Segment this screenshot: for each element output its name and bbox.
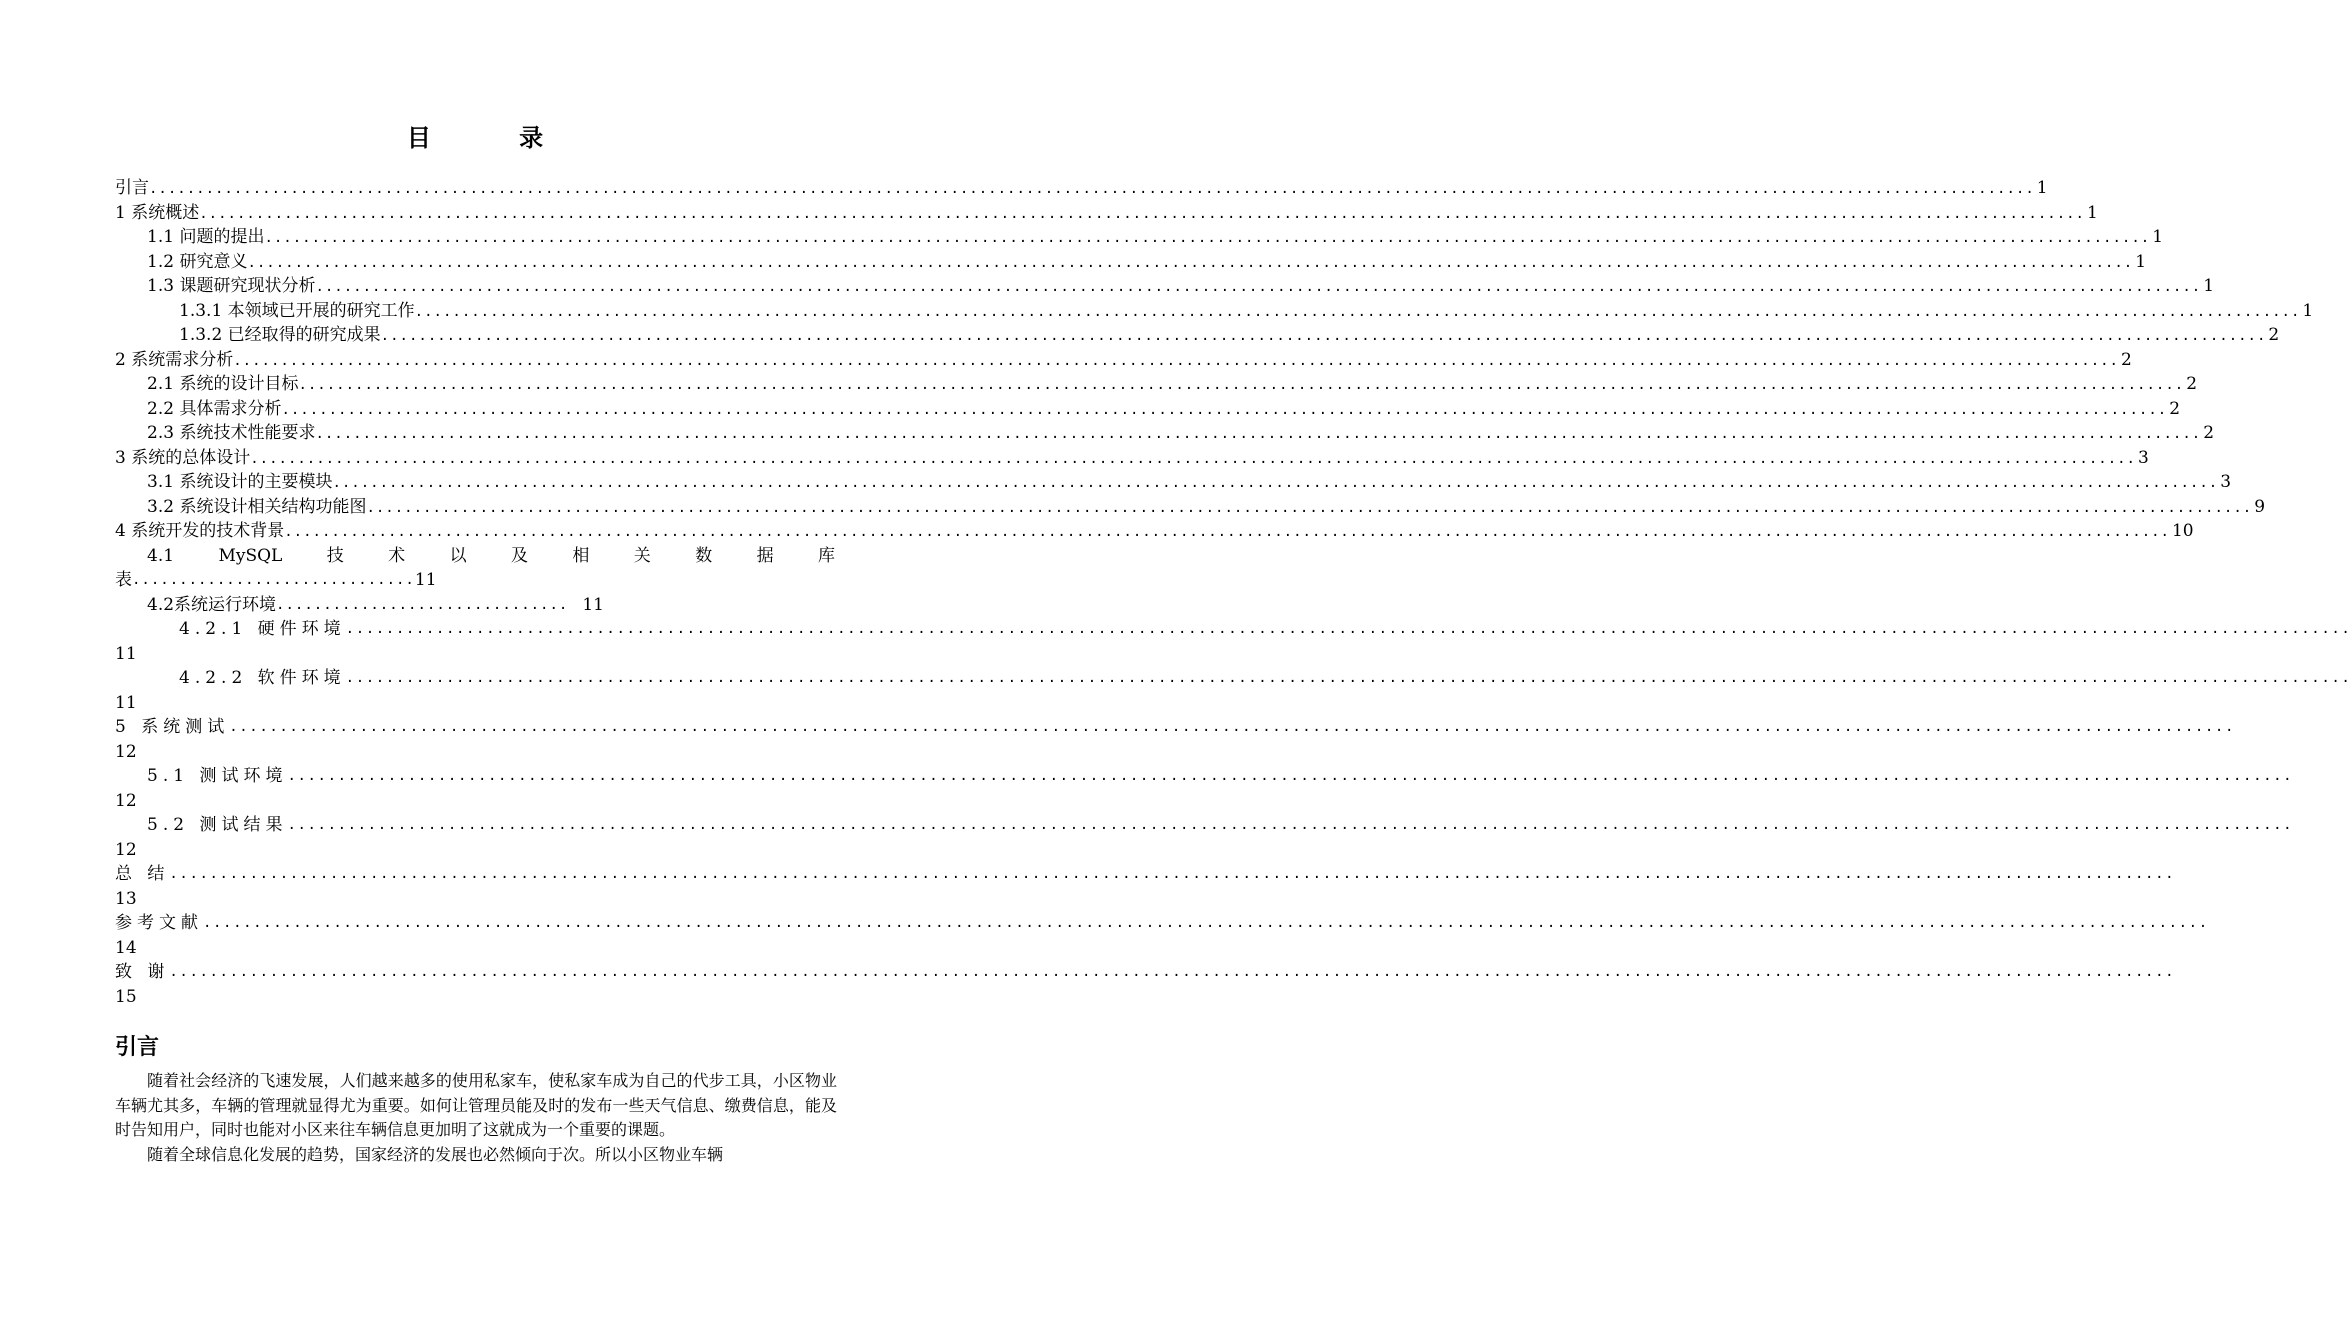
toc-entry[interactable] (115, 323, 2280, 348)
toc-entry[interactable] (115, 372, 2198, 397)
toc-entry[interactable] (115, 519, 2194, 544)
toc-leader: ........................................................................................................................................................................................................ (366, 499, 2253, 516)
toc-entry[interactable] (115, 225, 2164, 250)
toc-entry-label: 1.1 问题的提出 (147, 227, 265, 247)
toc-entry-page: 11 (115, 692, 137, 713)
toc-entry[interactable] (115, 715, 2235, 740)
toc-entry-page: 11 (582, 594, 604, 615)
toc-entry-label: 引言 (115, 178, 149, 198)
toc-leader: ........................................................................................................................................................................................................ (264, 230, 2151, 246)
toc-leader: ........................................................................................................................................................................................................ (332, 475, 2219, 491)
toc-entry-page: 1 (2135, 251, 2147, 272)
toc-entry-page: 2 (2268, 325, 2280, 345)
toc-entry-label: 参考文献 (115, 913, 203, 933)
toc-leader: ........................................................................................................................................................................................................ (287, 768, 2294, 784)
toc-entry[interactable] (115, 666, 2351, 691)
toc-entry[interactable] (115, 250, 2147, 275)
toc-leader: ........................................................................................................................................................................................................ (250, 450, 2136, 467)
toc-entry-page: 9 (2254, 496, 2266, 517)
toc-entry[interactable] (115, 960, 2176, 985)
toc-leader: ........................................................................................................................................................................................................ (345, 670, 2351, 686)
toc-leader: ........................................................................................................................................................................................................ (229, 719, 2235, 735)
toc-entry-word: 数 (695, 545, 713, 566)
toc-entry-label: 1.2 研究意义 (147, 251, 248, 272)
toc-leader: ........................................................................................................................................................................................................ (233, 352, 2119, 369)
body-text (115, 1069, 837, 1167)
toc-entry-label: 4.2.1 硬件环境 (179, 619, 346, 639)
toc-leader: ........................................................................................................................................................................................................ (345, 621, 2351, 637)
toc-entry-label: 2 系统需求分析 (115, 349, 234, 370)
toc-entry[interactable] (115, 421, 2215, 446)
toc-entry-label: 表 (115, 570, 132, 590)
toc-entry-word: MySQL (218, 545, 283, 566)
toc-entry-page: 1 (2152, 227, 2164, 247)
toc-entry-page: 2 (2169, 398, 2181, 419)
toc-entry-page: 12 (115, 741, 137, 762)
toc-entry-page: 11 (115, 643, 137, 664)
toc-leader: ........................................................................................................................................................................................................ (199, 205, 2085, 222)
toc-entry-page: 10 (2171, 521, 2194, 541)
toc-entry-page: 14 (115, 937, 137, 958)
toc-entry-label: 3.1 系统设计的主要模块 (147, 472, 333, 492)
toc-entry[interactable] (115, 176, 2048, 201)
toc-entry[interactable] (115, 470, 2232, 495)
toc-entry-label: 2.2 具体需求分析 (147, 398, 282, 419)
toc-entry[interactable] (115, 348, 2132, 373)
toc-title: 目 录 (406, 124, 584, 152)
toc-entry-4-2[interactable] (115, 593, 835, 618)
toc-entry-page: 1 (2036, 178, 2048, 198)
toc-leader: ........................................................................................................................................................................................................ (247, 254, 2134, 271)
toc-entry-page: 15 (115, 986, 137, 1007)
toc-entry-word: 关 (633, 545, 651, 566)
toc-entry-page: 1 (2203, 276, 2215, 296)
toc-entry-label: 1.3.2 已经取得的研究成果 (179, 325, 381, 345)
toc-leader: ........................................................................................................................................................................................................ (414, 303, 2301, 320)
toc-leader: ........................................................................................................................................................................................................ (315, 426, 2202, 442)
toc-entry-label: 5.2 测试结果 (147, 815, 288, 835)
toc-entry-word: 据 (756, 545, 774, 566)
toc-entry-word: 4.1 (147, 545, 175, 566)
paragraph: 随着全球信息化发展的趋势，国家经济的发展也必然倾向于次。所以小区物业车辆 (147, 1144, 724, 1164)
paragraph: 随着社会经济的飞速发展，人们越来越多的使用私家车，使私家车成为自己的代步工具，小区物业车辆尤其多，车辆的管理就显得尤为重要。如何让管理员能及时的发布一些天气信息、缴费信息，能及时告知用户，同时也能对小区来往车辆信息更加明了这就成为一个重要的课题。 (115, 1071, 837, 1139)
toc-leader: ........................................................................................................................................................................................................ (380, 328, 2267, 344)
toc-entry-label: 2.1 系统的设计目标 (147, 374, 299, 394)
toc-entry-page: 1 (2086, 202, 2098, 223)
toc-entry-label: 4 系统开发的技术背景 (115, 521, 285, 541)
toc-entry-label: 1 系统概述 (115, 202, 200, 223)
toc-entry[interactable] (115, 201, 2098, 226)
toc-leader: ........................................................................................................................................................................................................ (169, 866, 2176, 882)
toc-entry-label: 1.3.1 本领域已开展的研究工作 (179, 300, 415, 321)
toc-entry[interactable] (115, 862, 2176, 887)
toc-entry[interactable] (115, 617, 2351, 642)
toc-entry-page: 3 (2220, 472, 2232, 492)
toc-leader: ........................................................................................................................................................................................................ (287, 817, 2294, 833)
toc-entry-word: 技 (326, 545, 344, 566)
toc-entry-label: 2.3 系统技术性能要求 (147, 423, 316, 443)
toc-leader: ........................................................................................................................................................................................................ (298, 377, 2185, 393)
toc-entry-page: 12 (115, 790, 137, 811)
toc-leader: ........................................................................................................................................................................................................ (284, 524, 2170, 540)
toc-entry-page: 2 (2186, 374, 2198, 394)
toc-entry-label: 1.3 课题研究现状分析 (147, 276, 316, 296)
toc-leader: .............................. (132, 572, 415, 588)
toc-entry-page: 12 (115, 839, 137, 860)
toc-entry-page: 11 (414, 570, 437, 590)
toc-entry-page: 1 (2302, 300, 2314, 321)
toc-leader: ............................... (276, 596, 569, 613)
toc-entry-page: 3 (2137, 447, 2149, 468)
toc-leader: ........................................................................................................................................................................................................ (149, 181, 2035, 197)
toc-entry-word: 库 (818, 545, 835, 566)
toc-leader: ........................................................................................................................................................................................................ (315, 279, 2202, 295)
toc-entry[interactable] (115, 813, 2294, 838)
toc-entry-4-1-continuation (115, 568, 835, 593)
section-heading: 引言 (115, 1035, 160, 1060)
toc-entry[interactable] (115, 764, 2294, 789)
toc-entry-page: 13 (115, 888, 137, 909)
toc-leader: ........................................................................................................................................................................................................ (203, 915, 2209, 931)
toc-entry-word: 相 (572, 545, 590, 566)
table-of-contents (115, 176, 2351, 1009)
toc-entry-label: 3 系统的总体设计 (115, 447, 251, 468)
toc-entry[interactable] (115, 446, 2149, 471)
toc-entry-word: 术 (388, 545, 406, 566)
toc-entry-page: 2 (2120, 349, 2132, 370)
toc-entry-label: 3.2 系统设计相关结构功能图 (147, 496, 367, 517)
toc-leader: ........................................................................................................................................................................................................ (281, 401, 2168, 418)
toc-entry-label: 致 谢 (115, 962, 170, 982)
toc-entry[interactable] (115, 274, 2215, 299)
toc-entry-page: 2 (2203, 423, 2215, 443)
toc-entry-word: 以 (449, 545, 467, 566)
toc-entry[interactable] (115, 911, 2209, 936)
toc-entry-label: 总 结 (115, 864, 170, 884)
toc-entry-label: 4.2系统运行环境 (147, 594, 277, 615)
toc-entry[interactable] (115, 299, 2314, 324)
toc-entry[interactable] (115, 495, 2266, 520)
toc-entry-label: 5.1 测试环境 (147, 766, 288, 786)
toc-entry-label: 4.2.2 软件环境 (179, 668, 346, 688)
toc-entry-word: 及 (510, 545, 528, 566)
toc-entry-4-1[interactable] (115, 544, 835, 569)
toc-entry[interactable] (115, 397, 2181, 422)
toc-leader: ........................................................................................................................................................................................................ (169, 964, 2176, 980)
toc-entry-label: 5 系统测试 (115, 717, 230, 737)
